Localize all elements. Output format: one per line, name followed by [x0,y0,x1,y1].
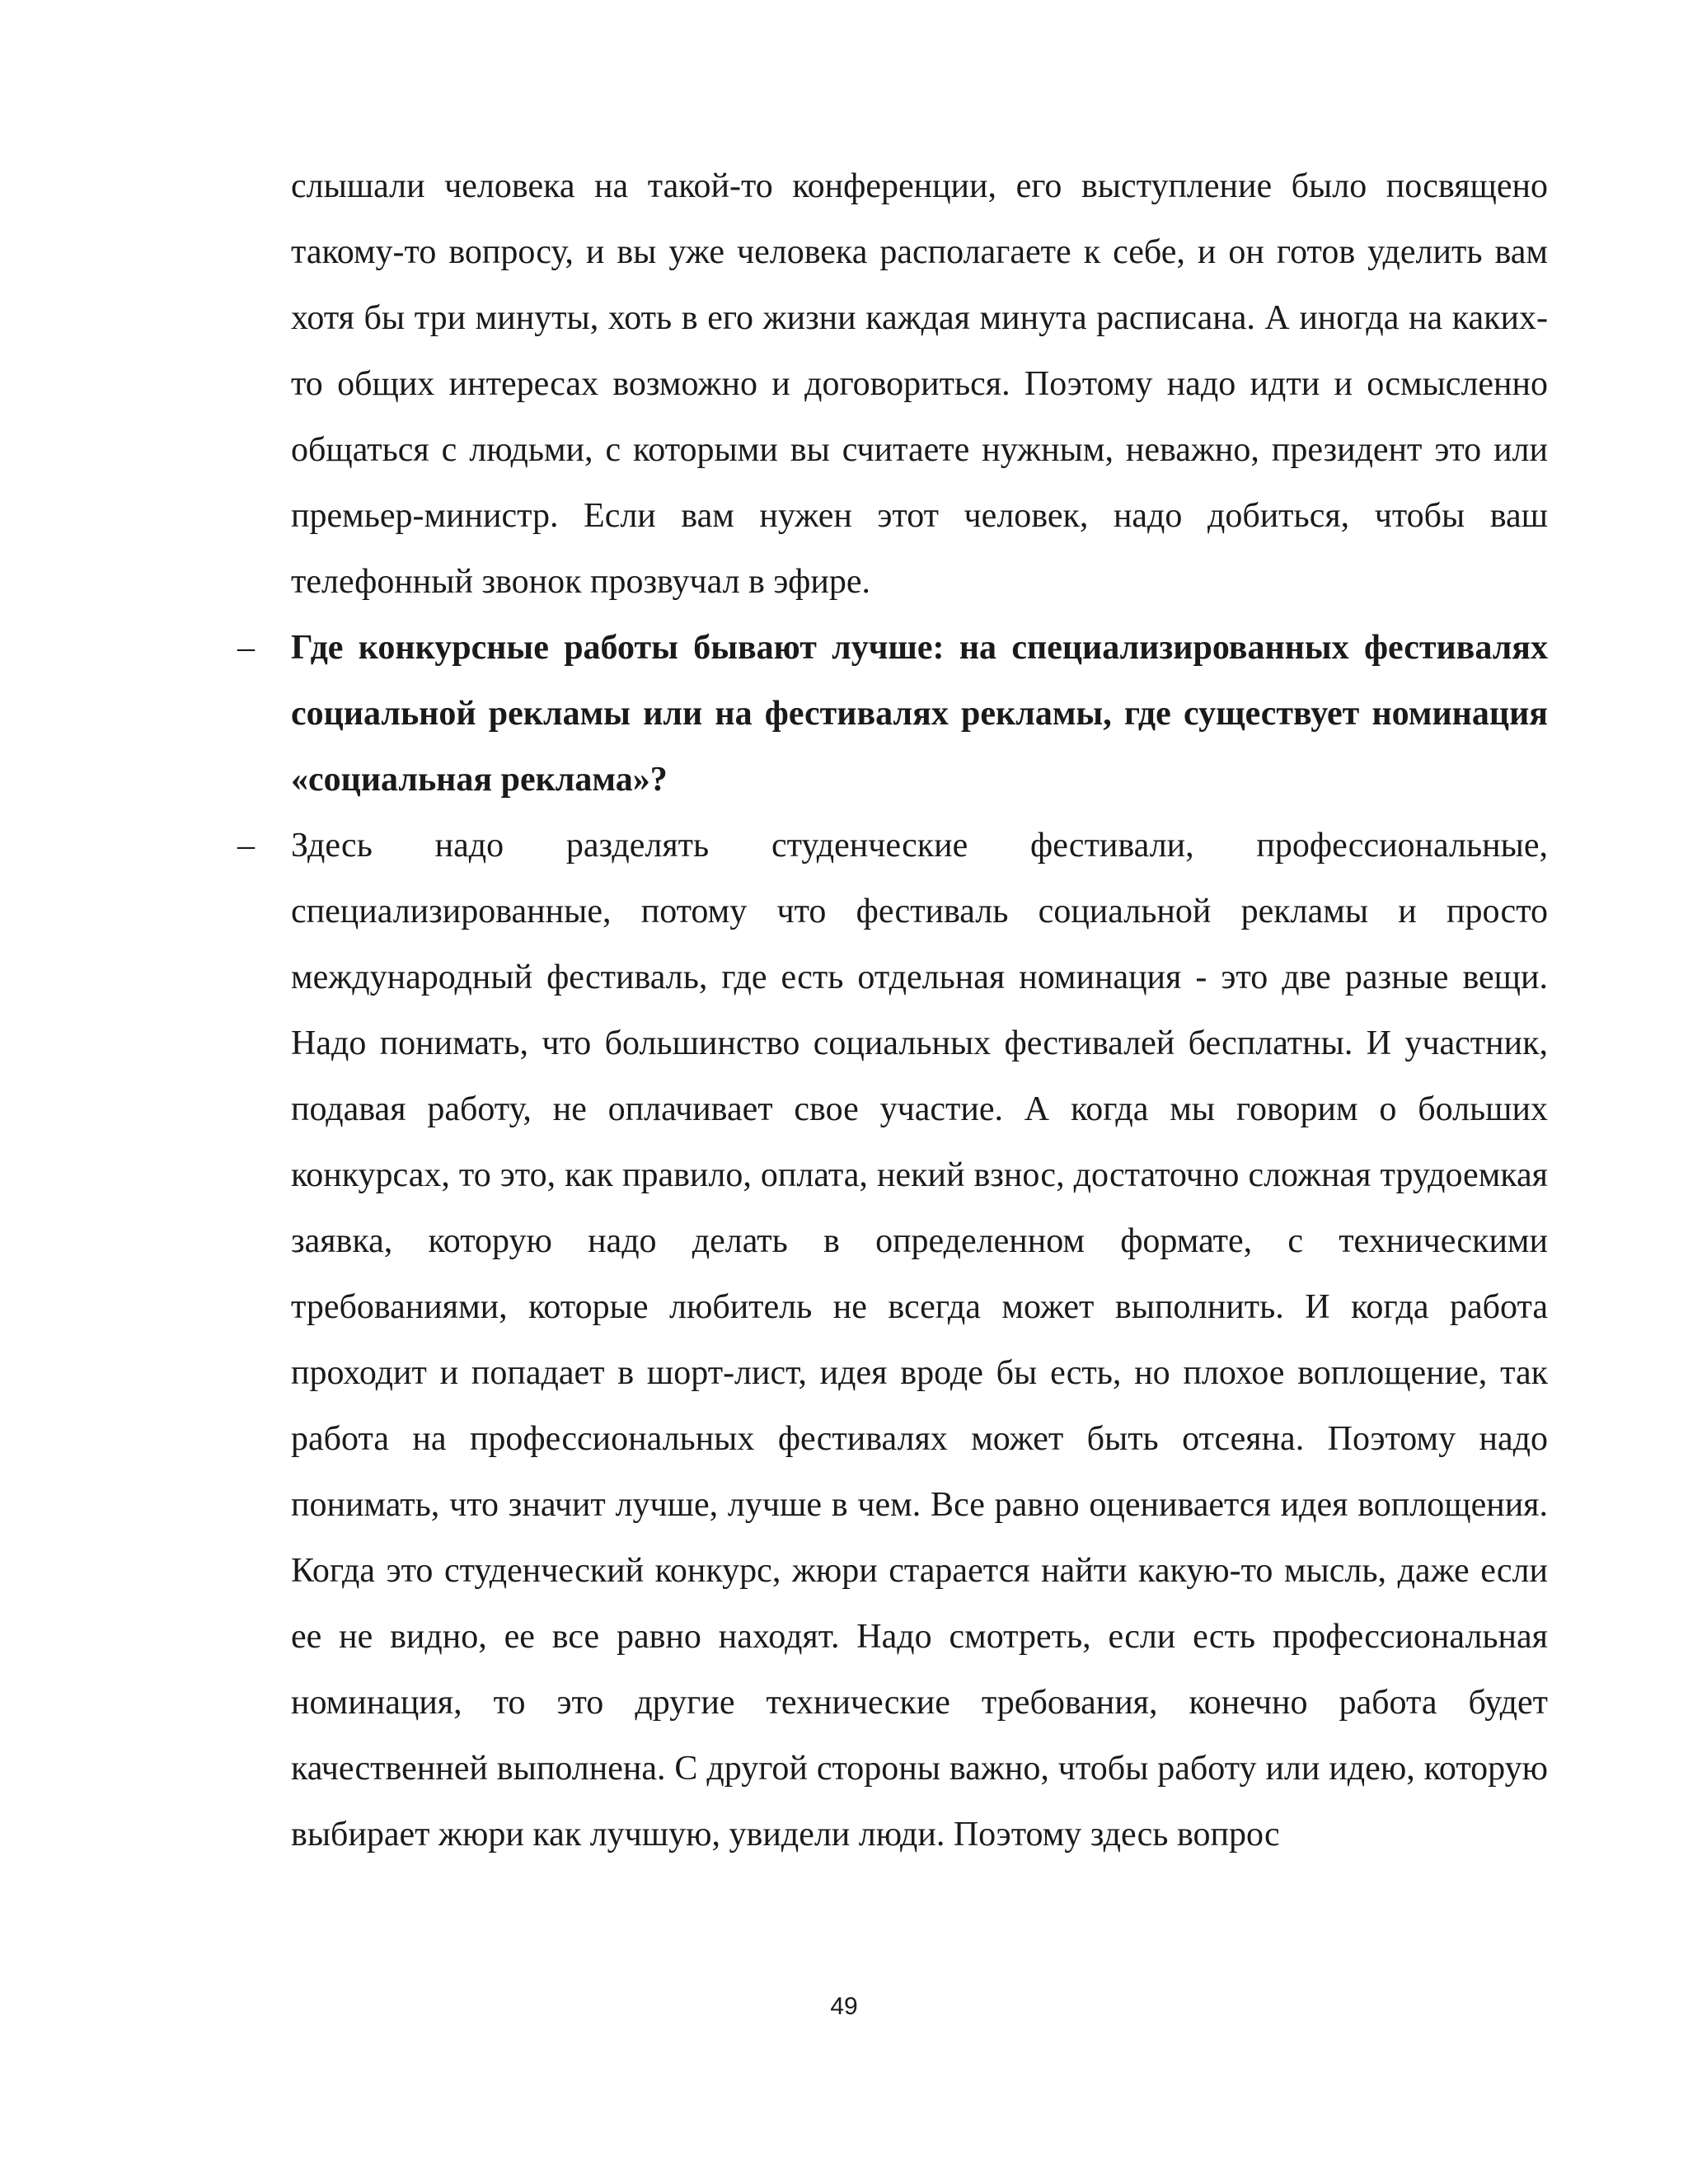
dash-marker: – [237,629,255,667]
question-text: Где конкурсные работы бывают лучше: на специализированных фестивалях социальной рекламы или на фестивалях рекламы, где существует номинация «социальная реклама»? [291,629,1548,799]
answer-text: Здесь надо разделять студенческие фестивали, профессиональные, специализированные, потому что фестиваль социальной рекламы и просто международный фестиваль, где есть отдельная номинация - это две разные вещи. Надо понимать, что большинство социальных фестивалей бесплатны. И участник, подавая работу, не оплачивает свое участие. А когда мы говорим о больших конкурсах, то это, как правило, оплата, некий взнос, достаточно сложная трудоемкая заявка, которую надо делать в определенном формате, с техническими требованиями, которые любитель не всегда может выполнить. И когда работа проходит и попадает в шорт-лист, идея вроде бы есть, но плохое воплощение, так работа на профессиональных фестивалях может быть отсеяна. Поэтому надо понимать, что значит лучше, лучше в чем. Все равно оценивается идея воплощения. Когда это студенческий конкурс, жюри старается найти какую-то мысль, даже если ее не видно, ее все равно находят. Надо смотреть, если есть профессиональная номинация, то это другие технические требования, конечно работа будет качественней выполнена. С другой стороны важно, чтобы работу или идею, которую выбирает жюри как лучшую, увидели люди. Поэтому здесь вопрос [291,827,1548,1854]
page-number: 49 [830,1993,858,2020]
page-content [237,153,1548,1868]
list-item-question [237,615,1548,813]
dash-marker: – [237,827,255,865]
list-item-answer [237,813,1548,1868]
paragraph-continued: слышали человека на такой-то конференции, его выступление было посвящено такому-то вопросу, и вы уже человека располагаете к себе, и он готов уделить вам хотя бы три минуты, хоть в его жизни каждая минута расписана. А иногда на каких-то общих интересах возможно и договориться. Поэтому надо идти и осмысленно общаться с людьми, с которыми вы считаете нужным, неважно, президент это или премьер-министр. Если вам нужен этот человек, надо добиться, чтобы ваш телефонный звонок прозвучал в эфире. [291,167,1548,601]
